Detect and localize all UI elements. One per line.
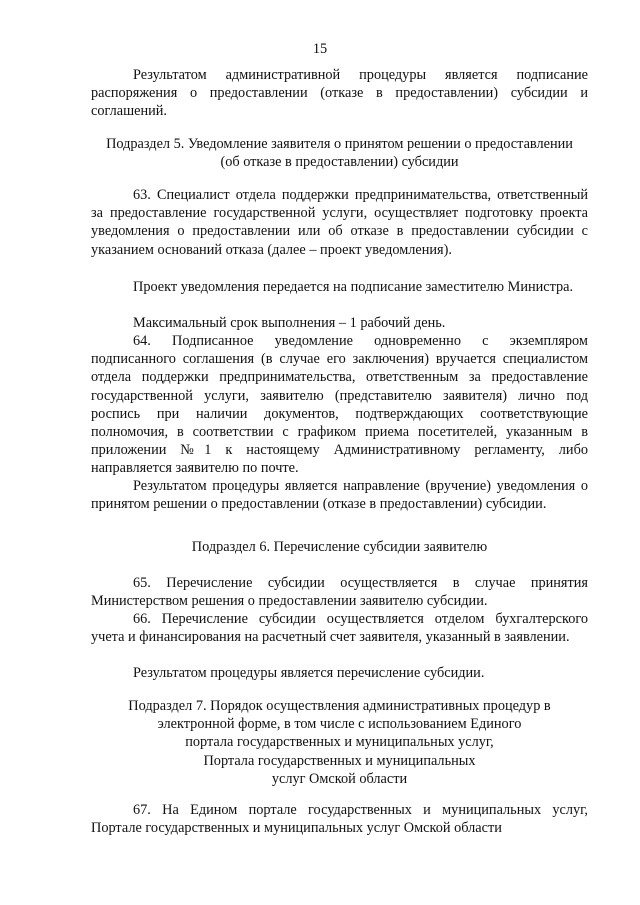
paragraph-63-draft: Проект уведомления передается на подписание заместителю Министра. <box>133 279 574 295</box>
subsection-7-heading: Подраздел 7. Порядок осуществления административных процедур в электронной форме, в том числе с использованием Единого портала государственных и муниципальных услуг, Портала государственных и муниципальных услуг Омской области <box>128 698 551 787</box>
paragraph-64: 64. Подписанное уведомление одновременно с экземпляром подписанного соглашения (в случае его заключения) вручается специалистом отдела поддержки предпринимательства, ответственным за предоставление государственной услуги, заявителю (представителю заявителя) лично под роспись при наличии документов, подтверждающих соответствующие полномочия, в соответствии с графиком приема посетителей, указанным в приложении №1 к настоящему Административному регламенту, либо направляется заявителю по почте. <box>91 333 588 477</box>
paragraph-67: 67. На Едином портале государственных и муниципальных услуг, Портале государственных и муниципальных услуг Омской области <box>91 802 588 837</box>
paragraph-66: 66. Перечисление субсидии осуществляется отделом бухгалтерского учета и финансирования на расчетный счет заявителя, указанный в заявлении. <box>91 611 588 646</box>
page-number: 15 <box>312 41 328 57</box>
paragraph-64-result: Результатом процедуры является направление (вручение) уведомления о принятом решении о предоставлении (отказе в предоставлении) субсидии. <box>91 478 588 513</box>
subsection-6-heading: Подраздел 6. Перечисление субсидии заявителю <box>191 539 488 555</box>
paragraph-66-result: Результатом процедуры является перечисление субсидии. <box>133 665 485 681</box>
subsection-5-heading: Подраздел 5. Уведомление заявителя о принятом решении о предоставлении (об отказе в предоставлении) субсидии <box>106 136 573 171</box>
paragraph-63: 63. Специалист отдела поддержки предпринимательства, ответственный за предоставление государственной услуги, осуществляет подготовку проекта уведомления о предоставлении или об отказе в предоставлении субсидии с указанием оснований отказа (далее – проект уведомления). <box>91 187 588 258</box>
paragraph-result-signing: Результатом административной процедуры является подписание распоряжения о предоставлении (отказе в предоставлении) субсидии и соглашений. <box>91 67 588 120</box>
paragraph-63-deadline: Максимальный срок выполнения – 1 рабочий день. <box>133 315 446 331</box>
paragraph-65: 65. Перечисление субсидии осуществляется в случае принятия Министерством решения о предоставлении заявителю субсидии. <box>91 575 588 610</box>
